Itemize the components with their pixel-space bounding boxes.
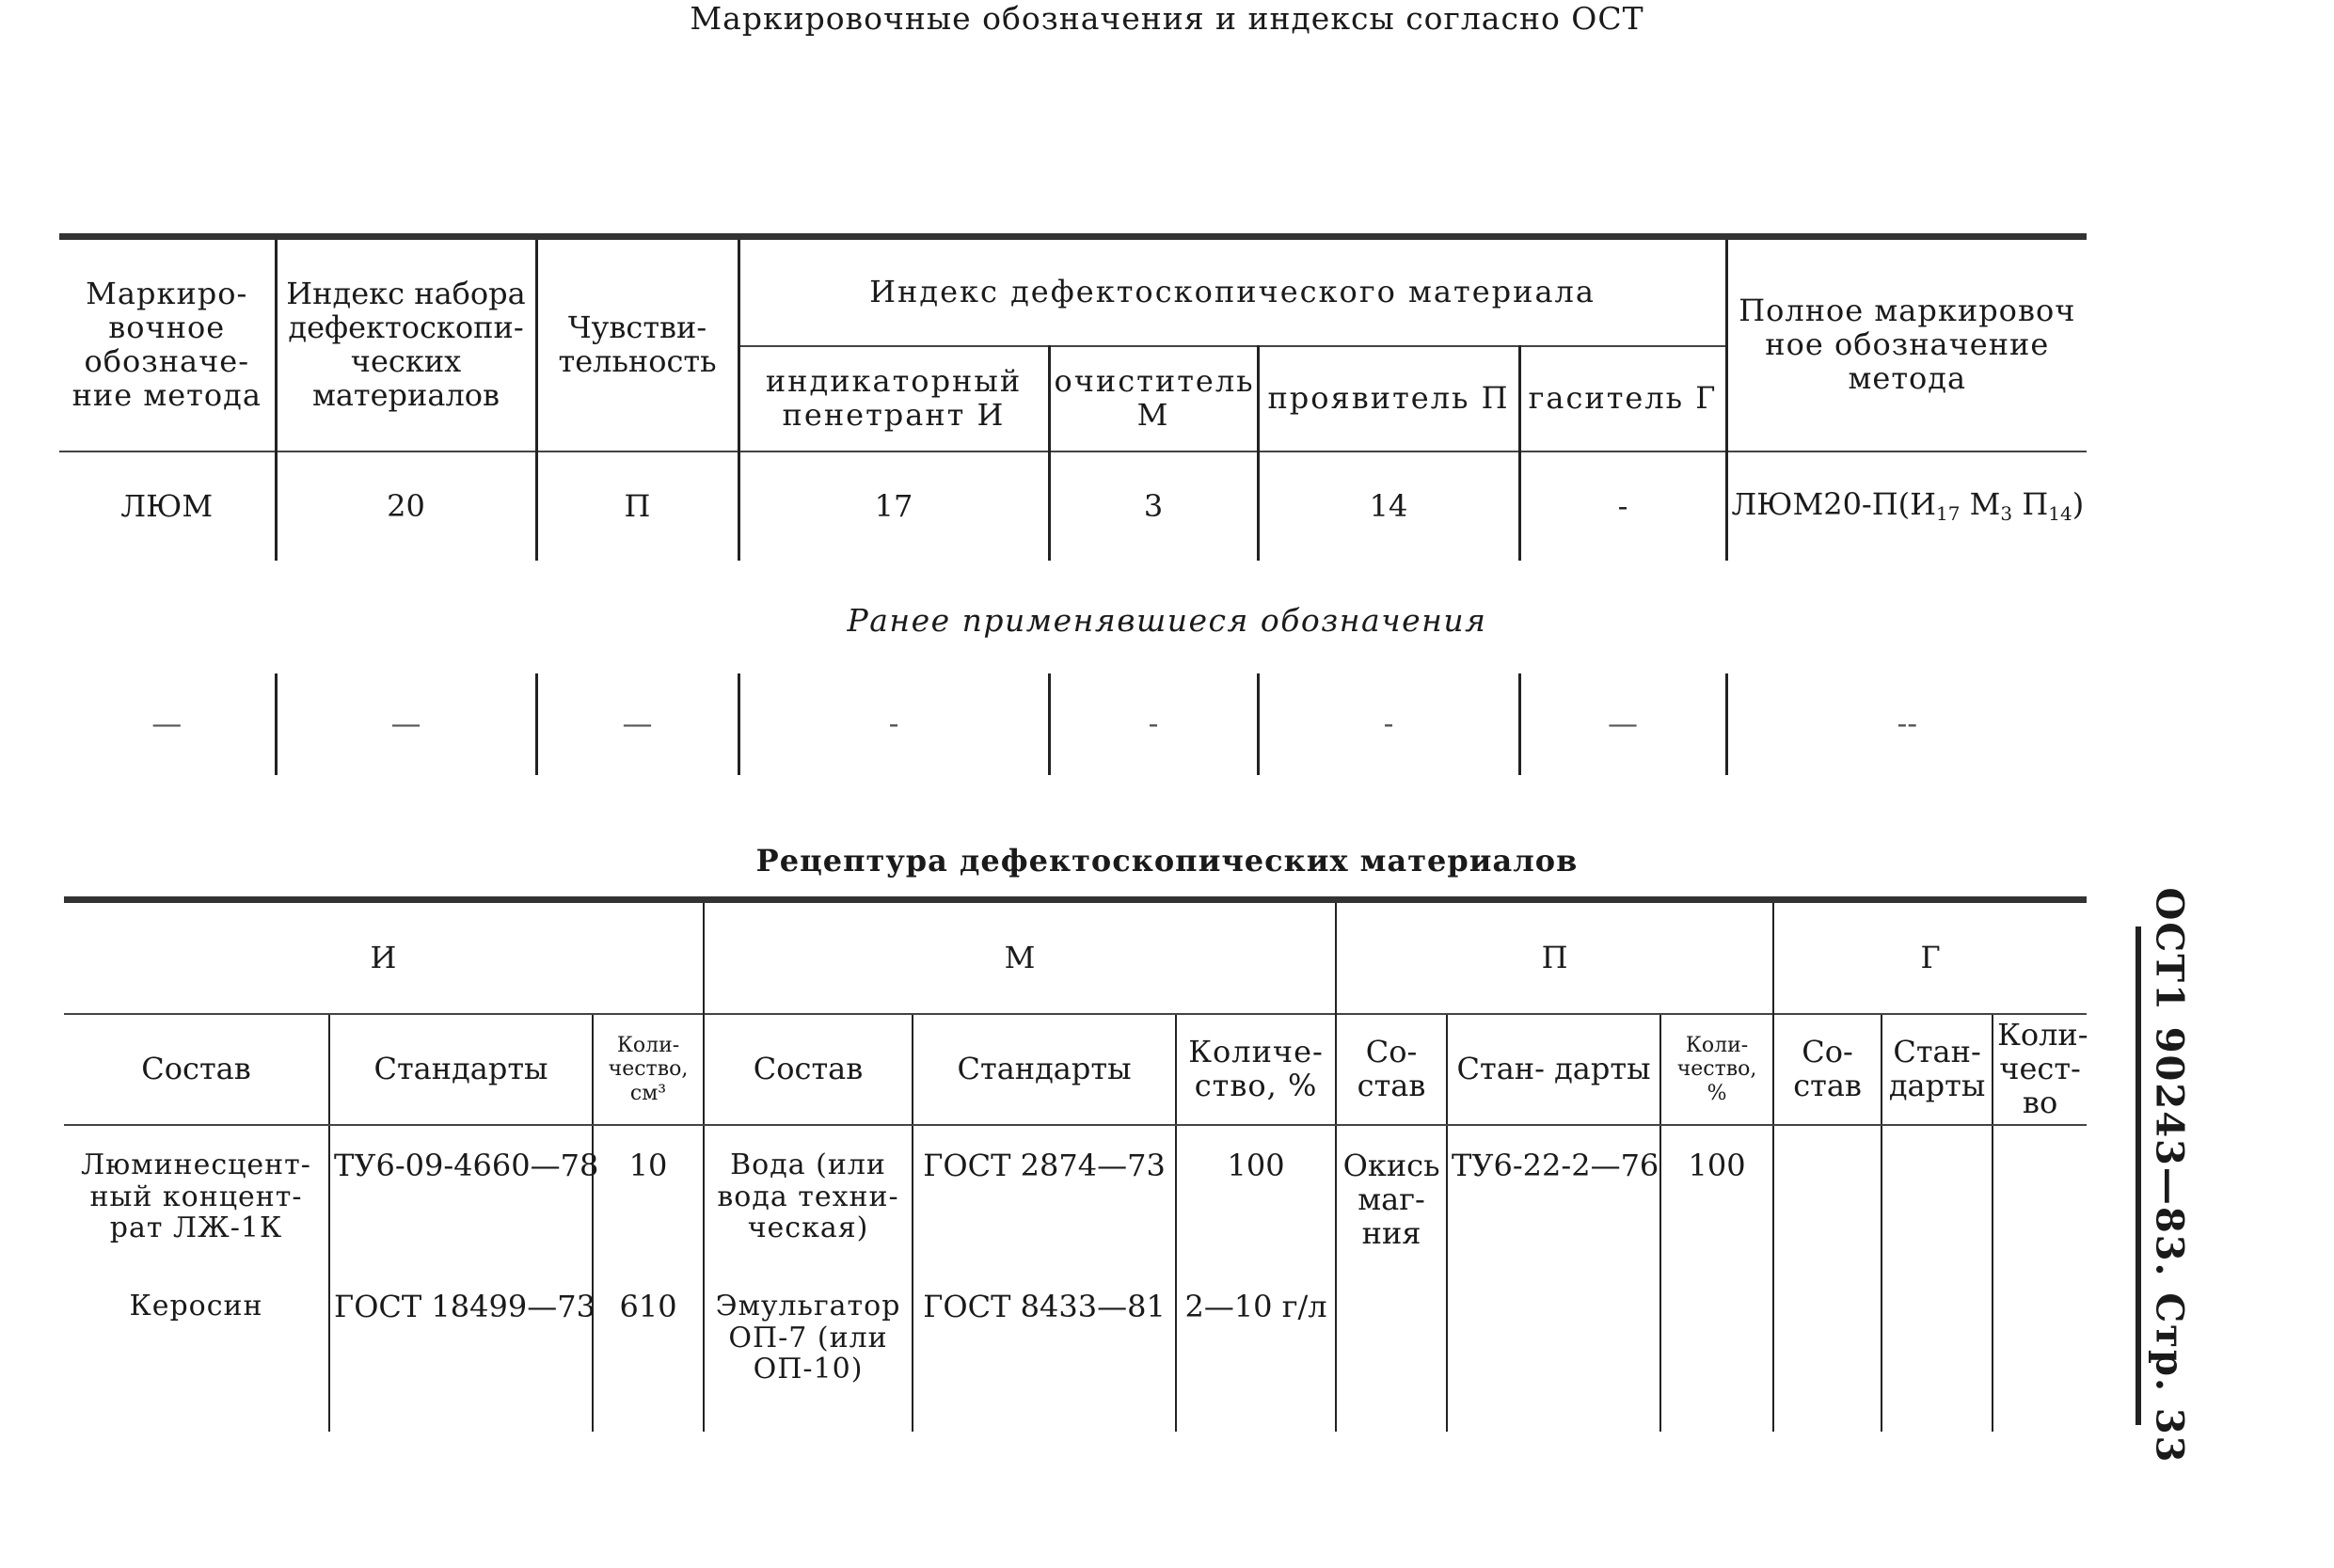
cell-i-quantity: 610 xyxy=(593,1291,704,1432)
table2-title: Рецептура дефектоскопических материалов xyxy=(755,843,1579,879)
cell-g-quantity xyxy=(1993,1125,2087,1291)
cell-p-composition: Окись маг- ния xyxy=(1336,1125,1447,1291)
group-m: М xyxy=(704,900,1336,1015)
header-quencher: гаситель Г xyxy=(1519,346,1726,451)
group-p: П xyxy=(1336,900,1773,1015)
prev-cell: -- xyxy=(1726,673,2087,775)
cell-penetrant: 17 xyxy=(738,451,1049,561)
header-full-marking: Полное маркировоч ное обозначение метода xyxy=(1726,237,2087,452)
prev-cell: - xyxy=(1049,673,1258,775)
cell-i-composition: Керосин xyxy=(129,1290,263,1323)
prev-cell: — xyxy=(59,673,276,775)
cell-sensitivity: П xyxy=(536,451,738,561)
header-cleaner: очиститель М xyxy=(1049,346,1258,451)
cell-developer: 14 xyxy=(1258,451,1519,561)
cell-full-marking: $ЛЮМ20-П(И_{17}$ $М_3$ $П_{14}$) xyxy=(1726,451,2087,561)
group-i: И xyxy=(64,900,704,1015)
cell-m-standards: ГОСТ 2874—73 xyxy=(913,1125,1176,1291)
cell-set-index: 20 xyxy=(276,451,536,561)
cell-g-quantity xyxy=(1993,1291,2087,1432)
prev-cell: — xyxy=(276,673,536,775)
cell-g-standards xyxy=(1881,1291,1993,1432)
header-g-standards: Стан- дарты xyxy=(1881,1014,1993,1125)
previous-designations-title: Ранее применявшиеся обозначения xyxy=(847,602,1487,639)
header-p-composition: Со- став xyxy=(1336,1014,1447,1125)
header-p-quantity: Коли- чество, % xyxy=(1660,1014,1773,1125)
marking-table xyxy=(59,233,2087,775)
header-g-composition: Со- став xyxy=(1773,1014,1881,1125)
header-m-composition: Состав xyxy=(704,1014,913,1125)
cell-m-quantity: 2—10 г/л xyxy=(1176,1291,1336,1432)
side-caption xyxy=(2136,887,2198,1465)
header-m-standards: Стандарты xyxy=(913,1014,1176,1125)
cell-method: ЛЮМ xyxy=(59,451,276,561)
cell-i-standards: ГОСТ 18499—73 xyxy=(329,1291,593,1432)
cell-p-quantity: 100 xyxy=(1660,1125,1773,1291)
cell-cleaner: 3 xyxy=(1049,451,1258,561)
header-sensitivity: Чувстви- тельность xyxy=(536,237,738,452)
cell-m-quantity: 100 xyxy=(1176,1125,1336,1291)
table-row xyxy=(64,1125,2087,1291)
cell-p-composition xyxy=(1336,1291,1447,1432)
prev-cell: - xyxy=(1258,673,1519,775)
cell-m-composition: Вода (или вода техни- ческая) xyxy=(704,1125,913,1291)
table-row xyxy=(59,451,2087,561)
cell-m-composition: Эмульгатор ОП-7 (или ОП-10) xyxy=(704,1291,913,1432)
header-set-index: Индекс набора дефектоскопи- ческих материалов xyxy=(276,237,536,452)
cell-quencher: - xyxy=(1519,451,1726,561)
cell-p-quantity xyxy=(1660,1291,1773,1432)
group-g: Г xyxy=(1773,900,2087,1015)
cell-m-standards: ГОСТ 8433—81 xyxy=(913,1291,1176,1432)
header-i-standards: Стандарты xyxy=(329,1014,593,1125)
prev-cell: - xyxy=(738,673,1049,775)
header-developer: проявитель П xyxy=(1258,346,1519,451)
cell-i-standards: ТУ6-09-4660—78 xyxy=(329,1125,593,1291)
cell-i-quantity: 10 xyxy=(593,1125,704,1291)
table-row xyxy=(64,1291,2087,1432)
side-caption-text: ОСТ1 90243—83. Стр. 33 xyxy=(2147,887,2192,1465)
table1-title: Маркировочные обозначения и индексы согласно ОСТ xyxy=(690,0,1644,37)
header-method: Маркиро- вочное обозначе- ние метода xyxy=(59,237,276,452)
header-i-quantity: Коли- чество, см³ xyxy=(593,1014,704,1125)
cell-g-composition xyxy=(1773,1125,1881,1291)
cell-g-standards xyxy=(1881,1125,1993,1291)
header-i-composition: Состав xyxy=(64,1014,329,1125)
cell-p-standards: ТУ6-22-2—76 xyxy=(1447,1125,1660,1291)
cell-i-composition: Люминесцент- ный концент- рат ЛЖ-1К xyxy=(81,1148,311,1245)
cell-g-composition xyxy=(1773,1291,1881,1432)
header-m-quantity: Количе- ство, % xyxy=(1176,1014,1336,1125)
previous-row xyxy=(59,673,2087,775)
header-penetrant: индикаторный пенетрант И xyxy=(738,346,1049,451)
header-g-quantity: Коли- чест- во xyxy=(1993,1014,2087,1125)
cell-p-standards xyxy=(1447,1291,1660,1432)
header-material-index: Индекс дефектоскопического материала xyxy=(738,237,1726,347)
recipe-table xyxy=(64,896,2087,1432)
header-p-standards: Стан- дарты xyxy=(1447,1014,1660,1125)
prev-cell: — xyxy=(1519,673,1726,775)
prev-cell: — xyxy=(536,673,738,775)
